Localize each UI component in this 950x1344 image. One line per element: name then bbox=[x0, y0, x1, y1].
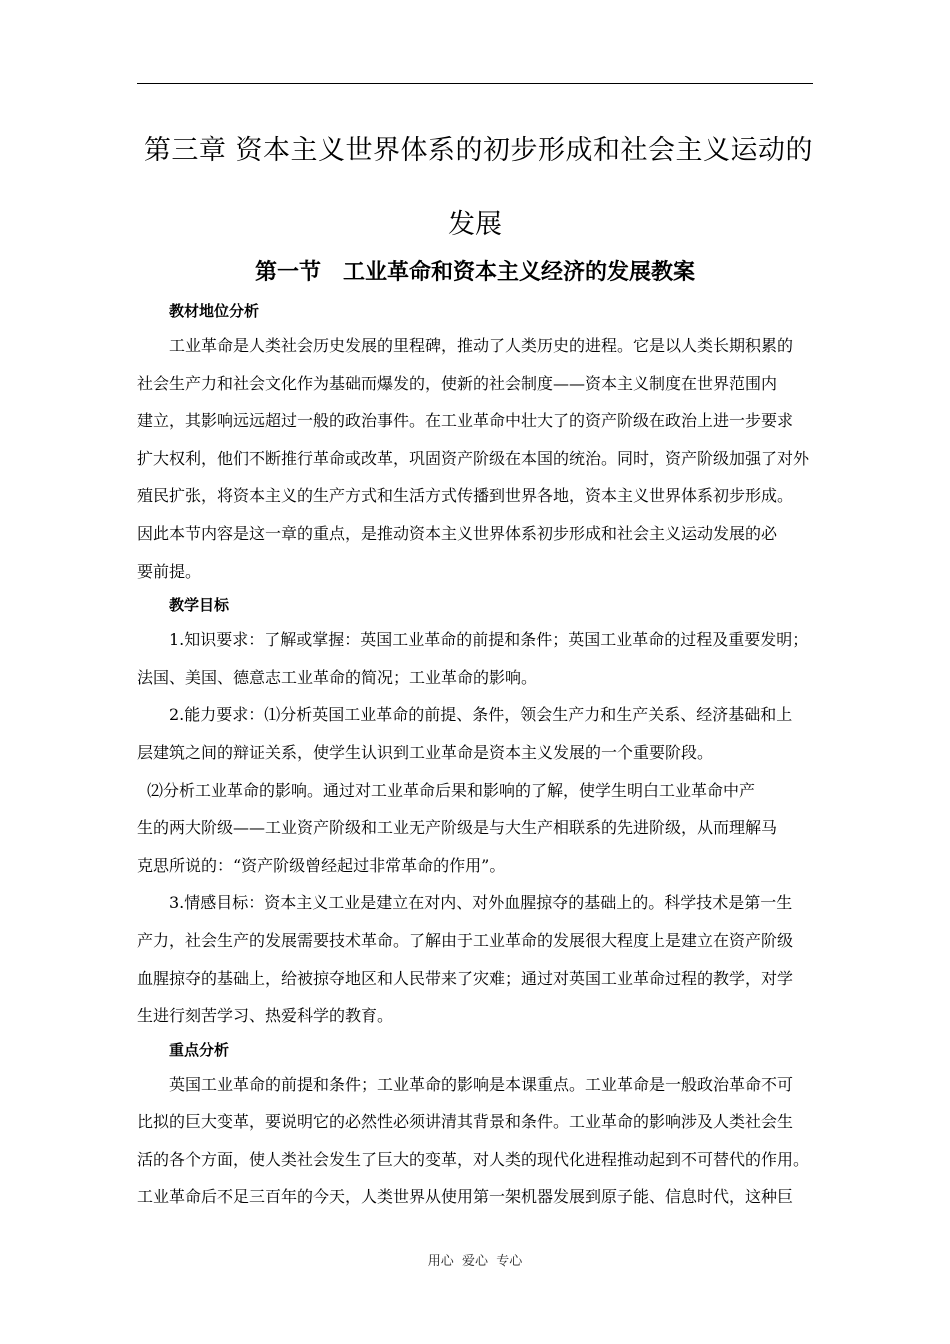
page-footer: 用心 爱心 专心 bbox=[427, 1254, 523, 1269]
paragraph-line: 工业革命后不足三百年的今天，人类世界从使用第一架机器发展到原子能、信息时代，这种巨 bbox=[137, 1187, 794, 1207]
paragraph-line: 殖民扩张，将资本主义的生产方式和生活方式传播到世界各地，资本主义世界体系初步形成。 bbox=[137, 486, 794, 506]
paragraph-line: 社会生产力和社会文化作为基础而爆发的，使新的社会制度——资本主义制度在世界范围内 bbox=[137, 373, 778, 393]
header-rule bbox=[137, 83, 813, 84]
paragraph-line: 1.知识要求：了解或掌握：英国工业革命的前提和条件；英国工业革命的过程及重要发明； bbox=[169, 630, 809, 650]
heading-key-points: 重点分析 bbox=[169, 1040, 230, 1059]
paragraph-line: 生的两大阶级——工业资产阶级和工业无产阶级是与大生产相联系的先进阶级，从而理解马 bbox=[137, 818, 778, 838]
paragraph-line: 生进行刻苦学习、热爱科学的教育。 bbox=[137, 1006, 394, 1026]
paragraph-line: 层建筑之间的辩证关系，使学生认识到工业革命是资本主义发展的一个重要阶段。 bbox=[137, 742, 714, 762]
paragraph-line: 2.能力要求：⑴分析英国工业革命的前提、条件，领会生产力和生产关系、经济基础和上 bbox=[169, 705, 793, 725]
paragraph-line: 扩大权利，他们不断推行革命或改革，巩固资产阶级在本国的统治。同时，资产阶级加强了对外 bbox=[137, 448, 810, 468]
heading-teaching-goals: 教学目标 bbox=[169, 596, 230, 615]
heading-material-analysis: 教材地位分析 bbox=[169, 302, 260, 320]
paragraph-line: 建立，其影响远远超过一般的政治事件。在工业革命中壮大了的资产阶级在政治上进一步要求 bbox=[137, 411, 794, 431]
paragraph-line: 工业革命是人类社会历史发展的里程碑，推动了人类历史的进程。它是以人类长期积累的 bbox=[169, 336, 794, 355]
chapter-title-line1: 第三章 资本主义世界体系的初步形成和社会主义运动的 bbox=[143, 135, 813, 166]
paragraph-line: ⑵分析工业革命的影响。通过对工业革命后果和影响的了解，使学生明白工业革命中产 bbox=[147, 780, 756, 800]
paragraph-line: 3.情感目标：资本主义工业是建立在对内、对外血腥掠夺的基础上的。科学技术是第一生 bbox=[169, 893, 793, 913]
paragraph-line: 要前提。 bbox=[137, 561, 202, 581]
paragraph-line: 比拟的巨大变革，要说明它的必然性必须讲清其背景和条件。工业革命的影响涉及人类社会生 bbox=[137, 1112, 794, 1132]
paragraph-line: 活的各个方面，使人类社会发生了巨大的变革，对人类的现代化进程推动起到不可替代的作用。 bbox=[137, 1149, 810, 1169]
paragraph-line: 法国、美国、德意志工业革命的简况；工业革命的影响。 bbox=[137, 667, 538, 687]
paragraph-line: 因此本节内容是这一章的重点，是推动资本主义世界体系初步形成和社会主义运动发展的必 bbox=[137, 523, 778, 543]
paragraph-line: 英国工业革命的前提和条件；工业革命的影响是本课重点。工业革命是一般政治革命不可 bbox=[169, 1074, 794, 1094]
paragraph-line: 血腥掠夺的基础上，给被掠夺地区和人民带来了灾难；通过对英国工业革命过程的教学，对学 bbox=[137, 968, 794, 988]
section-title: 第一节 工业革命和资本主义经济的发展教案 bbox=[254, 260, 695, 285]
document-body bbox=[137, 296, 813, 1216]
paragraph-line: 产力，社会生产的发展需要技术革命。了解由于工业革命的发展很大程度上是建立在资产阶级 bbox=[137, 930, 794, 950]
chapter-title-line2: 发展 bbox=[448, 209, 502, 240]
paragraph-line: 克思所说的：“资产阶级曾经起过非常革命的作用”。 bbox=[137, 855, 506, 875]
